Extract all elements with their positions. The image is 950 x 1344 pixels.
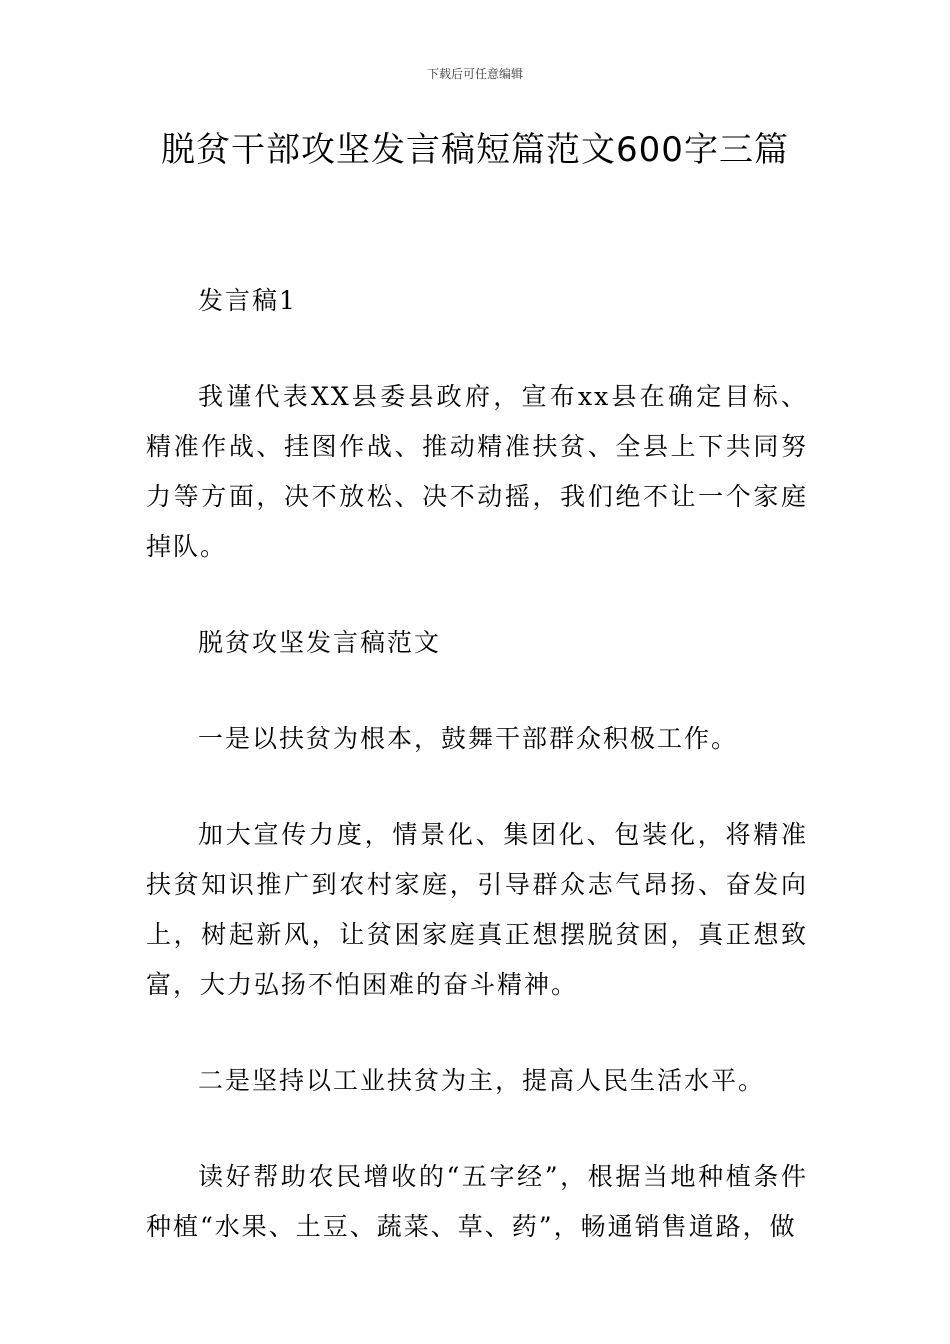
document-title: 脱贫干部攻坚发言稿短篇范文600字三篇 — [161, 130, 789, 170]
point-heading-1: 一是以扶贫为根本，鼓舞干部群众积极工作。 — [198, 724, 739, 753]
paragraph-point-1: 加大宣传力度，情景化、集团化、包装化，将精准扶贫知识推广到农村家庭，引导群众志气昂扬、奋发向上，树起新风，让贫困家庭真正想摆脱贫困，真正想致富，大力弘扬不怕困难的奋斗精神。 — [146, 820, 808, 999]
header-note: 下载后可任意编辑 — [426, 67, 523, 81]
document-body — [146, 276, 808, 1298]
point-heading-2: 二是坚持以工业扶贫为主，提高人民生活水平。 — [198, 1066, 766, 1095]
paragraph-intro: 我谨代表XX县委县政府，宣布xx县在确定目标、精准作战、挂图作战、推动精准扶贫、全县上下共同努力等方面，决不放松、决不动摇，我们绝不让一个家庭掉队。 — [146, 382, 808, 561]
paragraph-point-2: 读好帮助农民增收的“五字经”，根据当地种植条件种植“水果、土豆、蔬菜、草、药”，畅通销售道路，做 — [146, 1162, 808, 1241]
section-heading-sample: 脱贫攻坚发言稿范文 — [198, 628, 442, 657]
section-heading-speech-1: 发言稿1 — [198, 286, 297, 315]
